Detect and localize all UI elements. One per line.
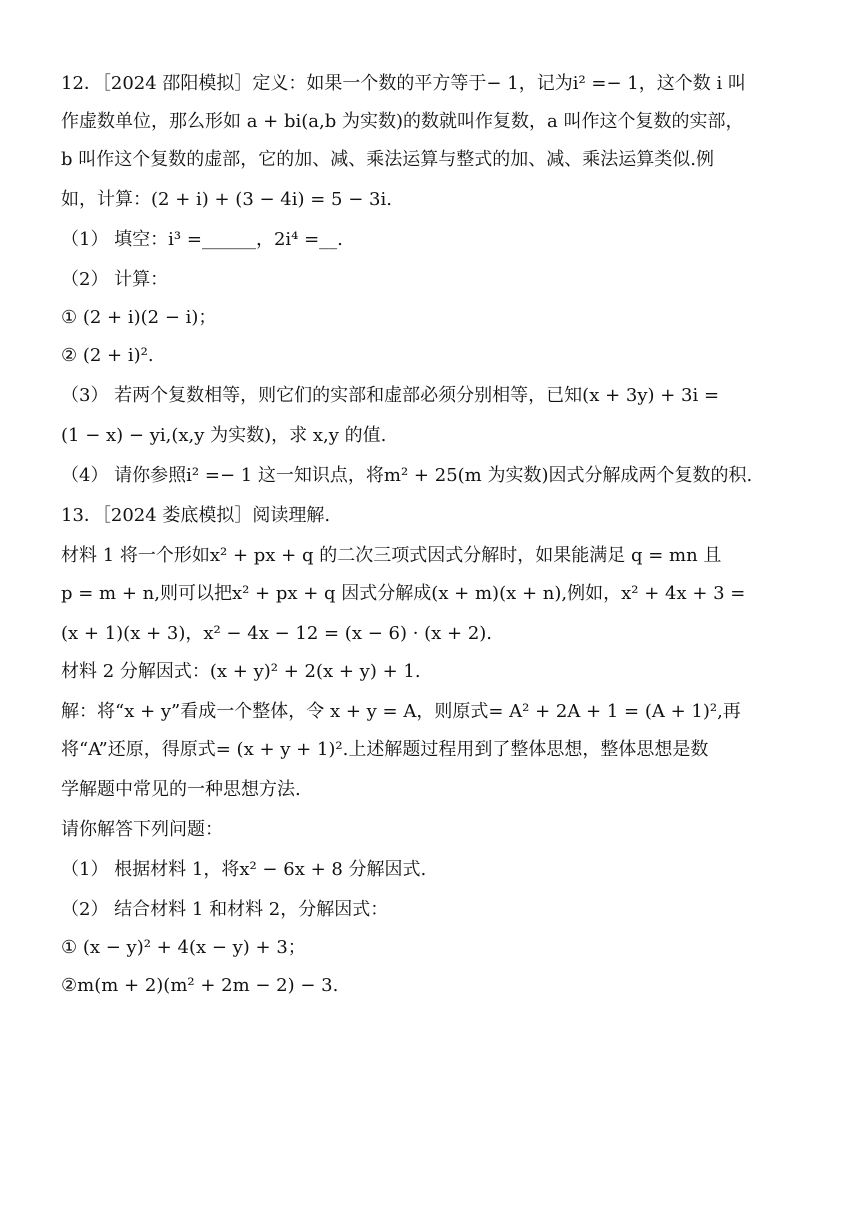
solution-line-3: 学解题中常见的一种思想方法. <box>61 779 301 800</box>
solution-line-1: 解：将“x + y”看成一个整体，令 x + y = A，则原式= A² + 2A + 1 = (A + 1)²,再 <box>61 701 741 722</box>
q12-line-2: 作虚数单位，那么形如 a + bi(a,b 为实数)的数就叫作复数，a 叫作这个复数的实部， <box>61 111 744 132</box>
material-1-line-3: (x + 1)(x + 3)，x² − 4x − 12 = (x − 6) · (x + 2). <box>61 623 493 644</box>
q13-title: 13．［2024 娄底模拟］阅读理解. <box>61 505 331 526</box>
q12-part-2: （2） 计算： <box>61 269 169 290</box>
q13-part-2-item-1: ① (x − y)² + 4(x − y) + 3； <box>61 937 306 958</box>
material-1-line-1: 材料 1 将一个形如x² + px + q 的二次三项式因式分解时，如果能满足 q = mn 且 <box>61 545 722 566</box>
q13-part-2-item-2: ②m(m + 2)(m² + 2m − 2) − 3. <box>61 975 339 996</box>
q13-part-1: （1） 根据材料 1，将x² − 6x + 8 分解因式. <box>61 859 427 880</box>
material-2-line-1: 材料 2 分解因式：(x + y)² + 2(x + y) + 1. <box>61 661 421 682</box>
questions-intro: 请你解答下列问题： <box>61 819 223 840</box>
q12-part-2-item-1: ① (2 + i)(2 − i)； <box>61 307 217 328</box>
q12-line-1: 12．［2024 邵阳模拟］定义：如果一个数的平方等于− 1，记为i² =− 1，这个数 i 叫 <box>61 73 746 94</box>
q13-part-2: （2） 结合材料 1 和材料 2，分解因式： <box>61 899 389 920</box>
q12-line-4: 如，计算：(2 + i) + (3 − 4i) = 5 − 3i. <box>61 189 392 210</box>
q12-part-1: （1） 填空：i³ =______，2i⁴ =__. <box>61 229 343 250</box>
q12-part-3-line-1: （3） 若两个复数相等，则它们的实部和虚部必须分别相等，已知(x + 3y) + 3i = <box>61 385 720 406</box>
q12-line-3: b 叫作这个复数的虚部，它的加、减、乘法运算与整式的加、减、乘法运算类似.例 <box>61 149 714 170</box>
q12-part-3-line-2: (1 − x) − yi,(x,y 为实数)，求 x,y 的值. <box>61 425 387 446</box>
q12-part-2-item-2: ② (2 + i)². <box>61 345 154 366</box>
solution-line-2: 将“A”还原，得原式= (x + y + 1)².上述解题过程用到了整体思想，整体思想是数 <box>61 739 709 760</box>
q12-part-4: （4） 请你参照i² =− 1 这一知识点，将m² + 25(m 为实数)因式分解成两个复数的积. <box>61 465 753 486</box>
material-1-line-2: p = m + n,则可以把x² + px + q 因式分解成(x + m)(x + n),例如，x² + 4x + 3 = <box>61 583 746 604</box>
